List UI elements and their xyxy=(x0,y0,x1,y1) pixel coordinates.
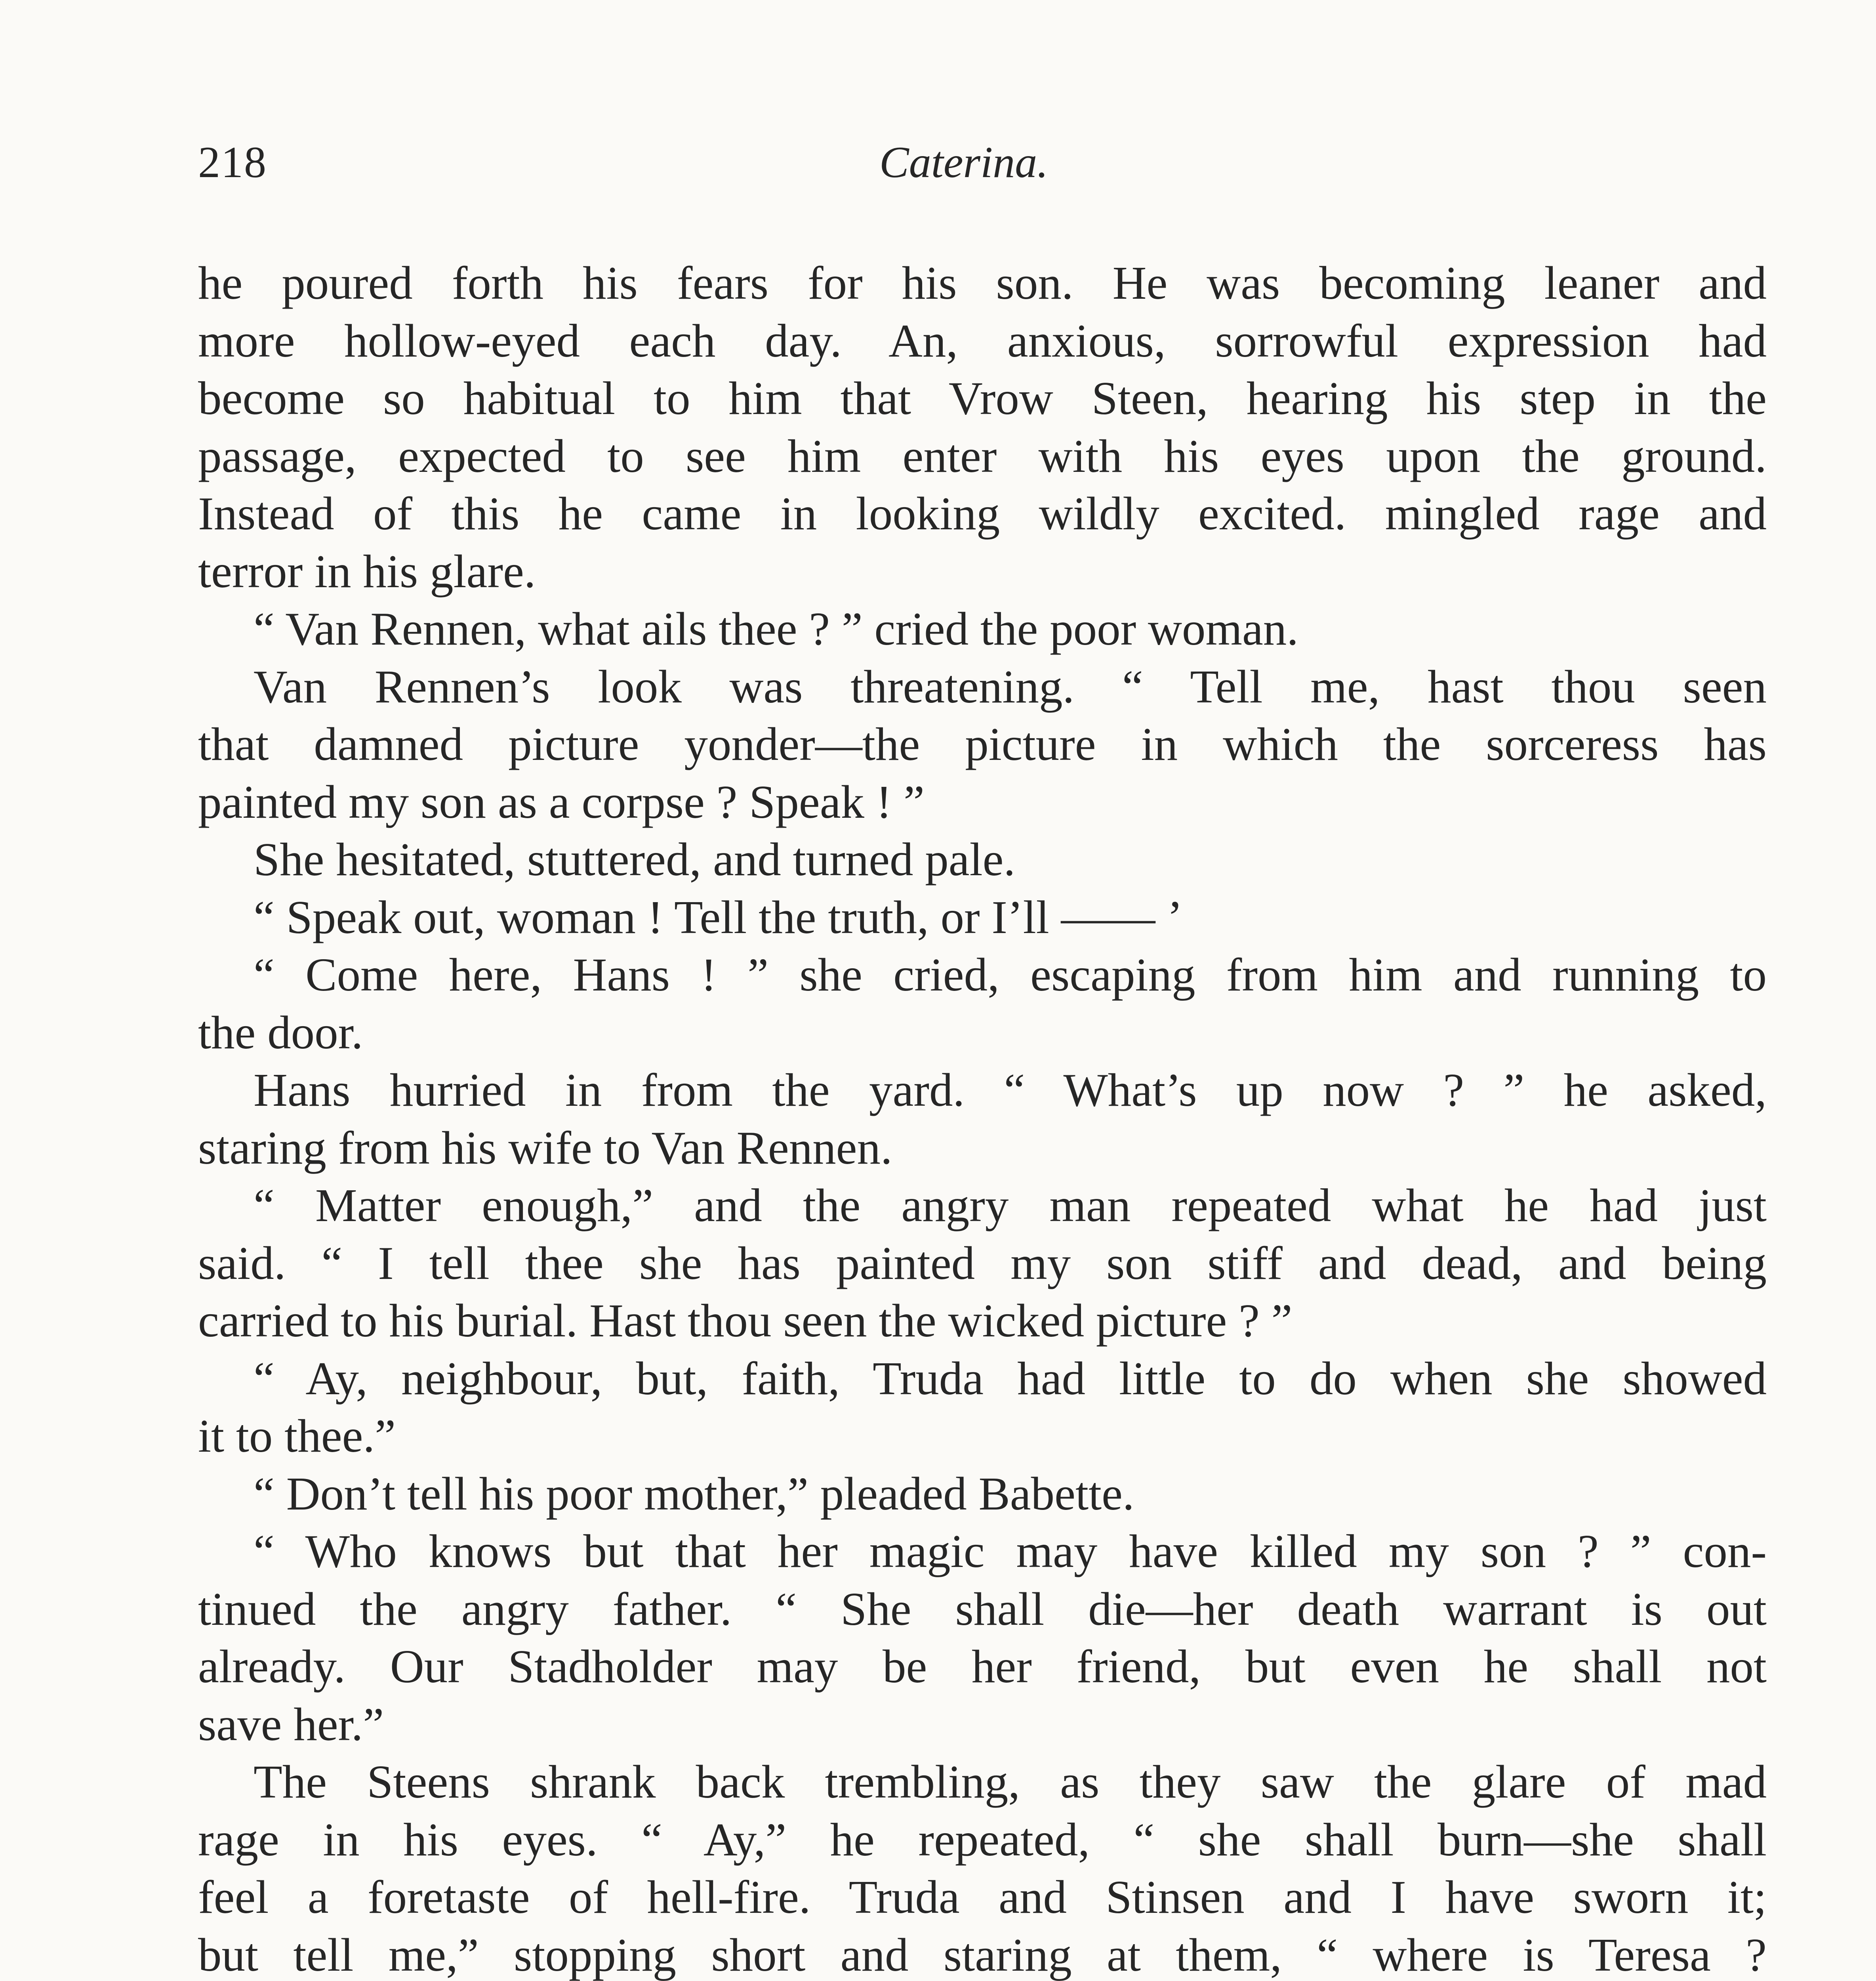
text-line: Hans hurried in from the yard. “ What’s up now ? ” he asked, xyxy=(254,1064,1767,1116)
body-text xyxy=(198,254,1767,1981)
text-line: already. Our Stadholder may be her friend, but even he shall not xyxy=(198,1640,1767,1693)
text-line: rage in his eyes. “ Ay,” he repeated, “ she shall burn—she shall xyxy=(198,1813,1767,1866)
text-line: feel a foretaste of hell-fire. Truda and Stinsen and I have sworn it; xyxy=(198,1871,1767,1923)
page-number: 218 xyxy=(198,138,267,187)
text-line: “ Come here, Hans ! ” she cried, escaping from him and running to xyxy=(254,949,1767,1001)
text-line: “ Who knows but that her magic may have killed my son ? ” con- xyxy=(254,1525,1767,1577)
text-line: said. “ I tell thee she has painted my son stiff and dead, and being xyxy=(198,1237,1767,1289)
text-line: “ Don’t tell his poor mother,” pleaded Babette. xyxy=(254,1467,1134,1520)
text-line: “ Matter enough,” and the angry man repeated what he had just xyxy=(254,1179,1767,1231)
text-line: that damned picture yonder—the picture in which the sorceress has xyxy=(198,718,1767,770)
text-line: it to thee.” xyxy=(198,1410,396,1462)
text-line: carried to his burial. Hast thou seen the wicked picture ? ” xyxy=(198,1294,1293,1347)
text-line: he poured forth his fears for his son. He was becoming leaner and xyxy=(198,257,1767,309)
text-line: become so habitual to him that Vrow Steen, hearing his step in the xyxy=(198,372,1767,424)
text-line: She hesitated, stuttered, and turned pale. xyxy=(254,833,1016,886)
text-line: “ Van Rennen, what ails thee ? ” cried the poor woman. xyxy=(254,603,1299,655)
text-line: save her.” xyxy=(198,1698,384,1750)
text-line: staring from his wife to Van Rennen. xyxy=(198,1121,892,1174)
text-line: Van Rennen’s look was threatening. “ Tell me, hast thou seen xyxy=(254,660,1767,713)
text-line: “ Ay, neighbour, but, faith, Truda had little to do when she showed xyxy=(254,1352,1767,1405)
page-header xyxy=(198,137,1757,188)
text-line: The Steens shrank back trembling, as they saw the glare of mad xyxy=(254,1756,1767,1808)
text-line: more hollow-eyed each day. An, anxious, sorrowful expression had xyxy=(198,314,1767,367)
text-line: passage, expected to see him enter with his eyes upon the ground. xyxy=(198,429,1767,482)
running-title: Caterina. xyxy=(879,138,1049,187)
text-line: but tell me,” stopping short and staring at them, “ where is Teresa ? xyxy=(198,1928,1767,1981)
text-line: Instead of this he came in looking wildly excited. mingled rage and xyxy=(198,487,1767,540)
text-line: the door. xyxy=(198,1006,363,1059)
text-line: terror in his glare. xyxy=(198,545,536,597)
text-line: painted my son as a corpse ? Speak ! ” xyxy=(198,775,925,828)
text-line: “ Speak out, woman ! Tell the truth, or I’ll —— ’ xyxy=(254,891,1183,943)
text-line: tinued the angry father. “ She shall die—her death warrant is out xyxy=(198,1582,1767,1635)
